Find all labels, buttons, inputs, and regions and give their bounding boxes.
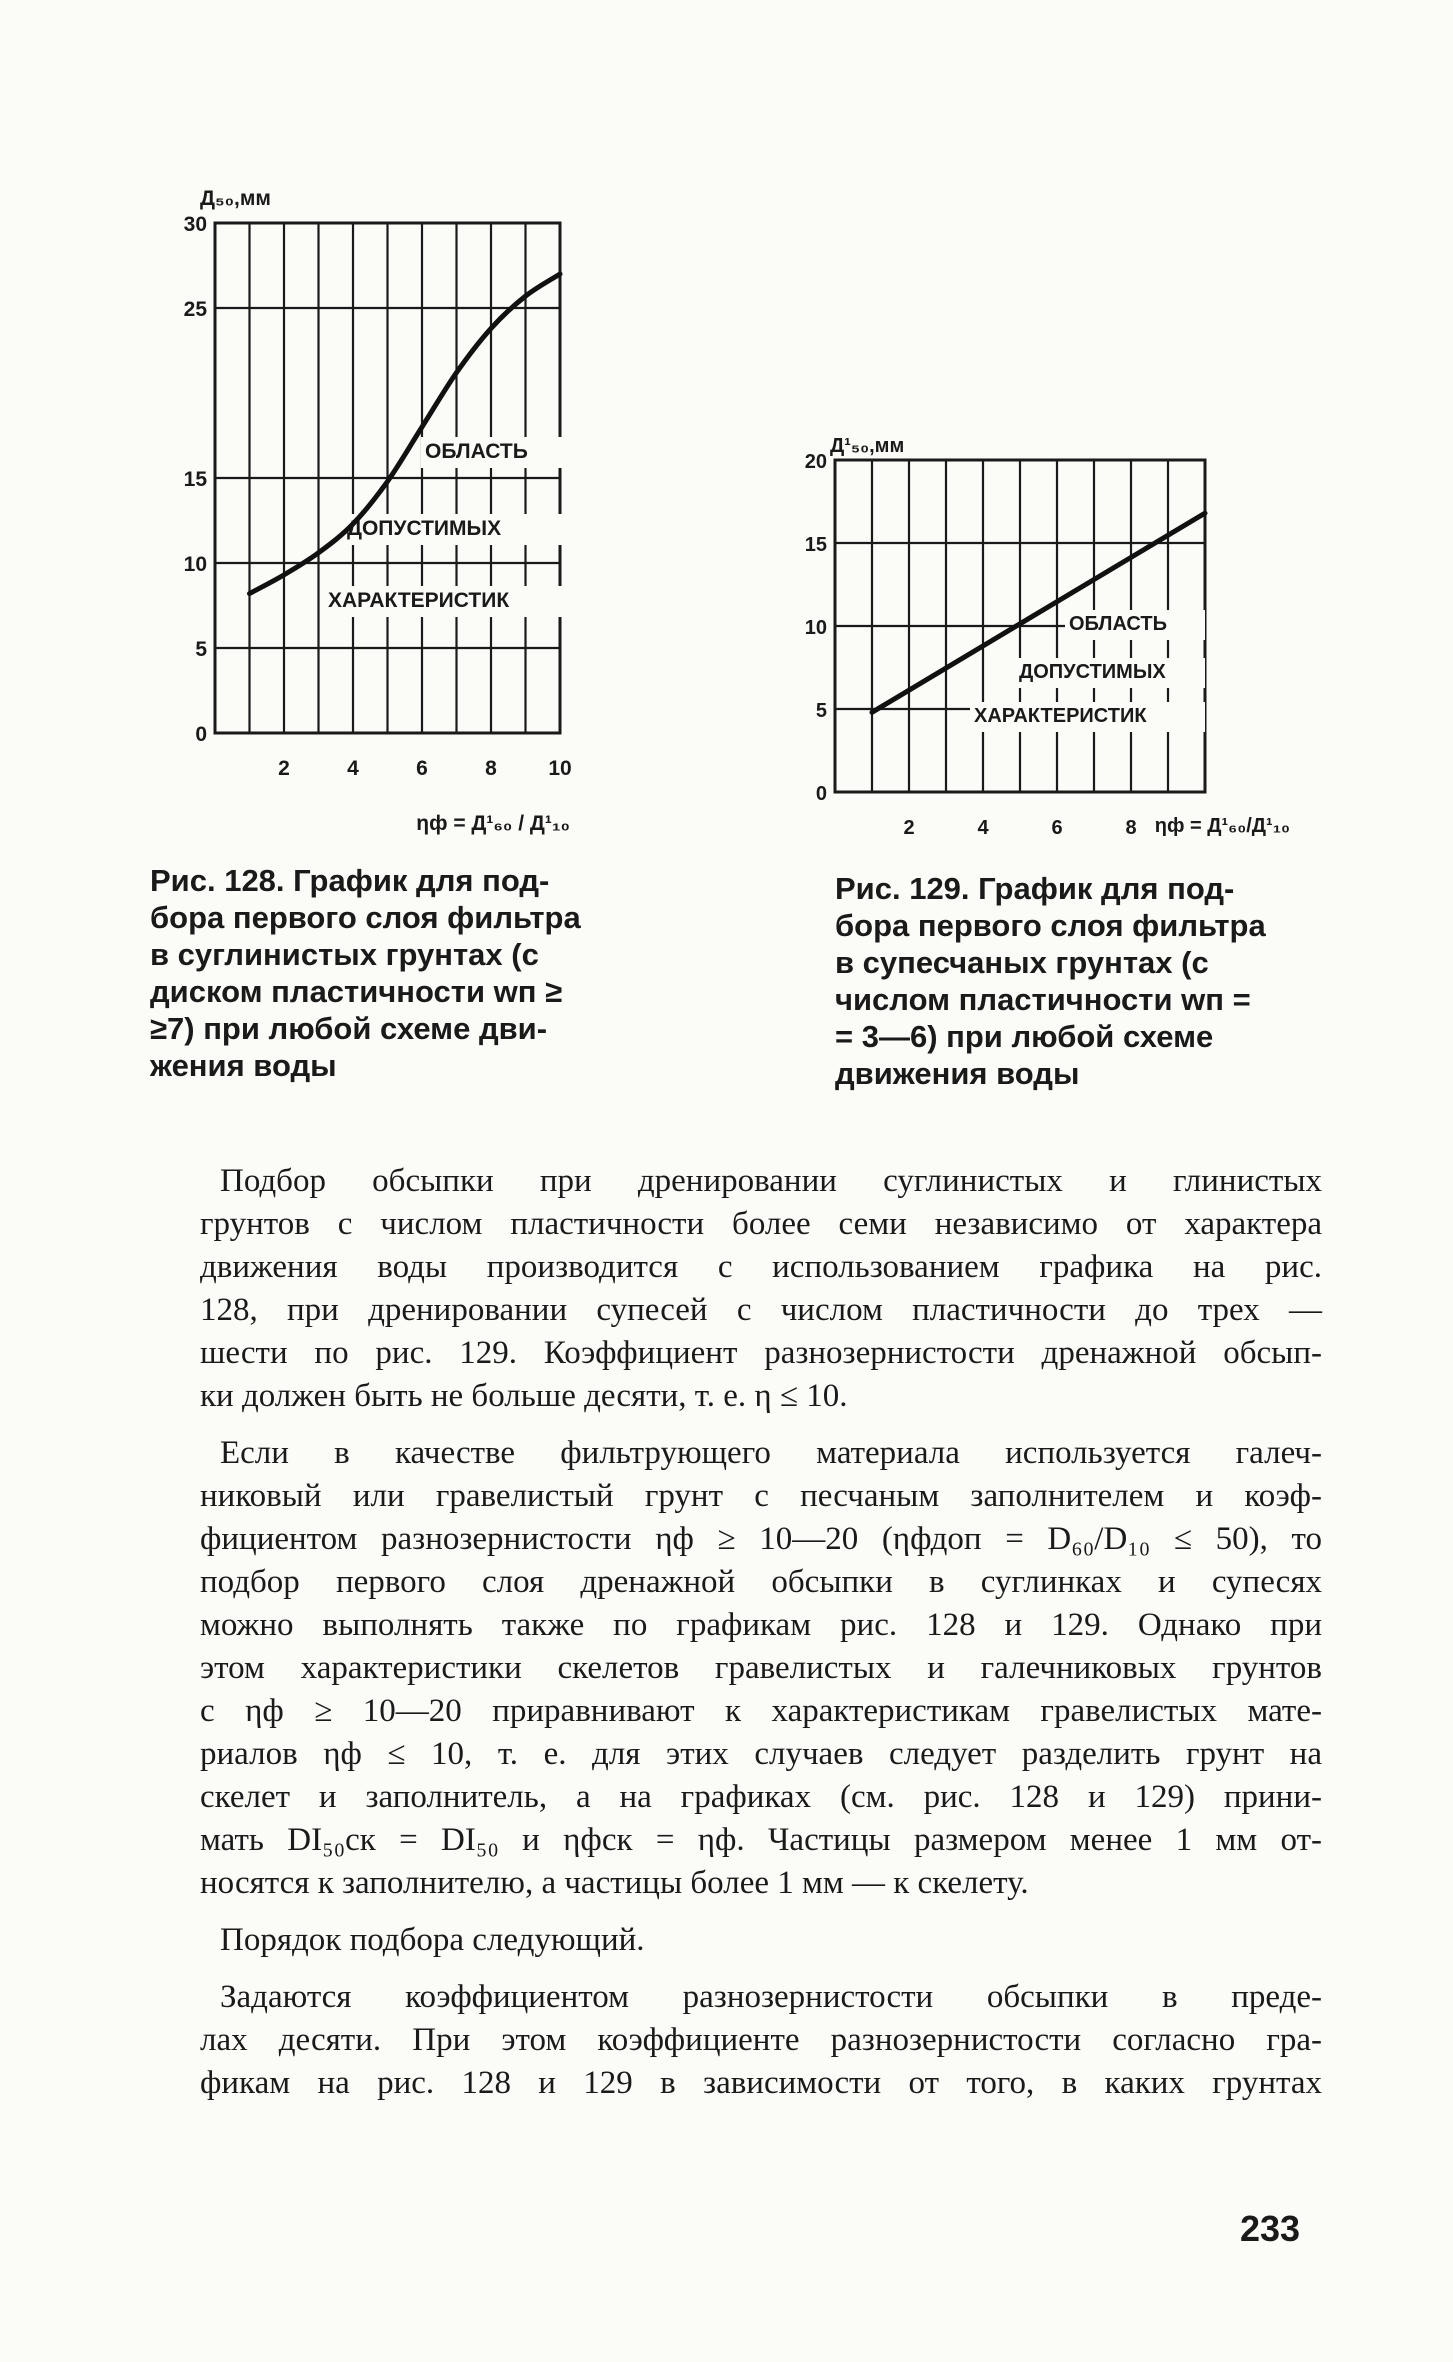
region-label: ХАРАКТЕРИСТИК [328,589,510,612]
y-axis-label: Д₅₀,мм [200,187,271,210]
text-line: мать DI₅₀ск = DI₅₀ и ηфск = ηф. Частицы размером менее 1 мм от- [200,1822,1322,1858]
caption-line: в суглинистых грунтах (с [150,937,539,972]
x-tick-label: 2 [278,757,290,780]
caption-line: бора первого слоя фильтра [835,908,1266,943]
y-tick-label: 15 [804,534,827,556]
text-line: риалов ηф ≤ 10, т. е. для этих случаев следует разделить грунт на [200,1736,1322,1772]
text-line: ки должен быть не больше десяти, т. е. η ≤ 10. [200,1378,848,1414]
text-line: можно выполнять также по графикам рис. 128 и 129. Однако при [200,1607,1322,1643]
y-tick-label: 10 [804,617,827,639]
paragraph-2 [200,1432,1322,1905]
caption-line: ≥7) при любой схеме дви- [150,1011,548,1046]
x-tick-label: 2 [903,817,915,839]
region-label: ОБЛАСТЬ [425,440,528,463]
text-line: подбор первого слоя дренажной обсыпки в суглинках и супесях [200,1564,1322,1600]
text-line: движения воды производится с использованием графика на рис. [200,1249,1322,1285]
caption-line: Рис. 129. График для под- [835,871,1235,906]
data-series-line [250,274,561,594]
text-line: фициентом разнозернистости ηф ≥ 10—20 (ηфдоп = D₆₀/D₁₀ ≤ 50), то [200,1521,1322,1557]
figure-128-caption [150,862,630,1084]
caption-line: диском пластичности wп ≥ [150,974,563,1009]
paragraph-3 [200,1919,1322,1962]
text-line: лах десяти. При этом коэффициенте разнозернистости согласно гра- [200,2022,1322,2058]
caption-line: в супесчаных грунтах (с [835,945,1209,980]
figure-129 [790,430,1310,850]
region-label: ДОПУСТИМЫХ [347,517,502,540]
text-line: Подбор обсыпки при дренировании суглинистых и глинистых [220,1163,1322,1199]
caption-line: движения воды [835,1056,1080,1091]
figure-129-chart [790,430,1310,850]
x-tick-label: 8 [485,757,497,780]
text-line: этом характеристики скелетов гравелистых и галечниковых грунтов [200,1650,1322,1686]
text-line: никовый или гравелистый грунт с песчаным заполнителем и коэф- [200,1478,1322,1514]
caption-line: Рис. 128. График для под- [150,863,550,898]
y-tick-label: 10 [183,553,207,576]
y-tick-label: 0 [195,723,207,746]
page-number: 233 [1240,2208,1301,2249]
x-tick-label: 8 [1125,817,1137,839]
y-tick-label: 5 [195,638,207,661]
text-line: носятся к заполнителю, а частицы более 1 мм — к скелету. [200,1865,1029,1901]
region-label: ОБЛАСТЬ [1069,613,1167,635]
text-line: Задаются коэффициентом разнозернистости обсыпки в преде- [220,1979,1322,2015]
x-axis-label: ηф = Д¹₆₀ / Д¹₁₀ [416,812,570,835]
caption-line: = 3—6) при любой схеме [835,1019,1214,1054]
y-tick-label: 0 [815,783,827,805]
caption-line: числом пластичности wп = [835,982,1251,1017]
y-tick-label: 15 [183,468,207,491]
paragraph-4 [200,1976,1322,2105]
figure-129-caption [835,870,1325,1092]
text-line: с ηф ≥ 10—20 приравнивают к характеристикам гравелистых мате- [200,1693,1322,1729]
y-tick-label: 25 [183,298,207,321]
y-axis-label: Д¹₅₀,мм [830,435,905,457]
text-line: Если в качестве фильтрующего материала используется галеч- [220,1435,1322,1471]
x-tick-label: 6 [1051,817,1063,839]
y-tick-label: 5 [815,700,827,722]
paragraph-1 [200,1160,1322,1418]
x-tick-label: 10 [548,757,572,780]
text-line: скелет и заполнитель, а на графиках (см. рис. 128 и 129) прини- [200,1779,1322,1815]
text-line: 128, при дренировании супесей с числом пластичности до трех — [200,1292,1322,1328]
x-tick-label: 4 [977,817,989,839]
figure-128 [150,175,610,855]
caption-line: бора первого слоя фильтра [150,900,581,935]
text-line: фикам на рис. 128 и 129 в зависимости от того, в каких грунтах [200,2065,1322,2101]
y-tick-label: 20 [804,451,827,473]
y-tick-label: 30 [183,213,207,236]
figure-128-chart [150,175,610,855]
region-label: ХАРАКТЕРИСТИК [974,705,1147,727]
caption-line: жения воды [150,1048,337,1083]
body-text [200,1160,1322,2119]
region-label: ДОПУСТИМЫХ [1019,661,1166,683]
x-axis-label: ηф = Д¹₆₀/Д¹₁₀ [1154,815,1290,837]
x-tick-label: 4 [347,757,359,780]
text-line: шести по рис. 129. Коэффициент разнозернистости дренажной обсып- [200,1335,1322,1371]
x-tick-label: 6 [416,757,428,780]
text-line: Порядок подбора следующий. [220,1922,645,1958]
text-line: грунтов с числом пластичности более семи независимо от характера [200,1206,1322,1242]
